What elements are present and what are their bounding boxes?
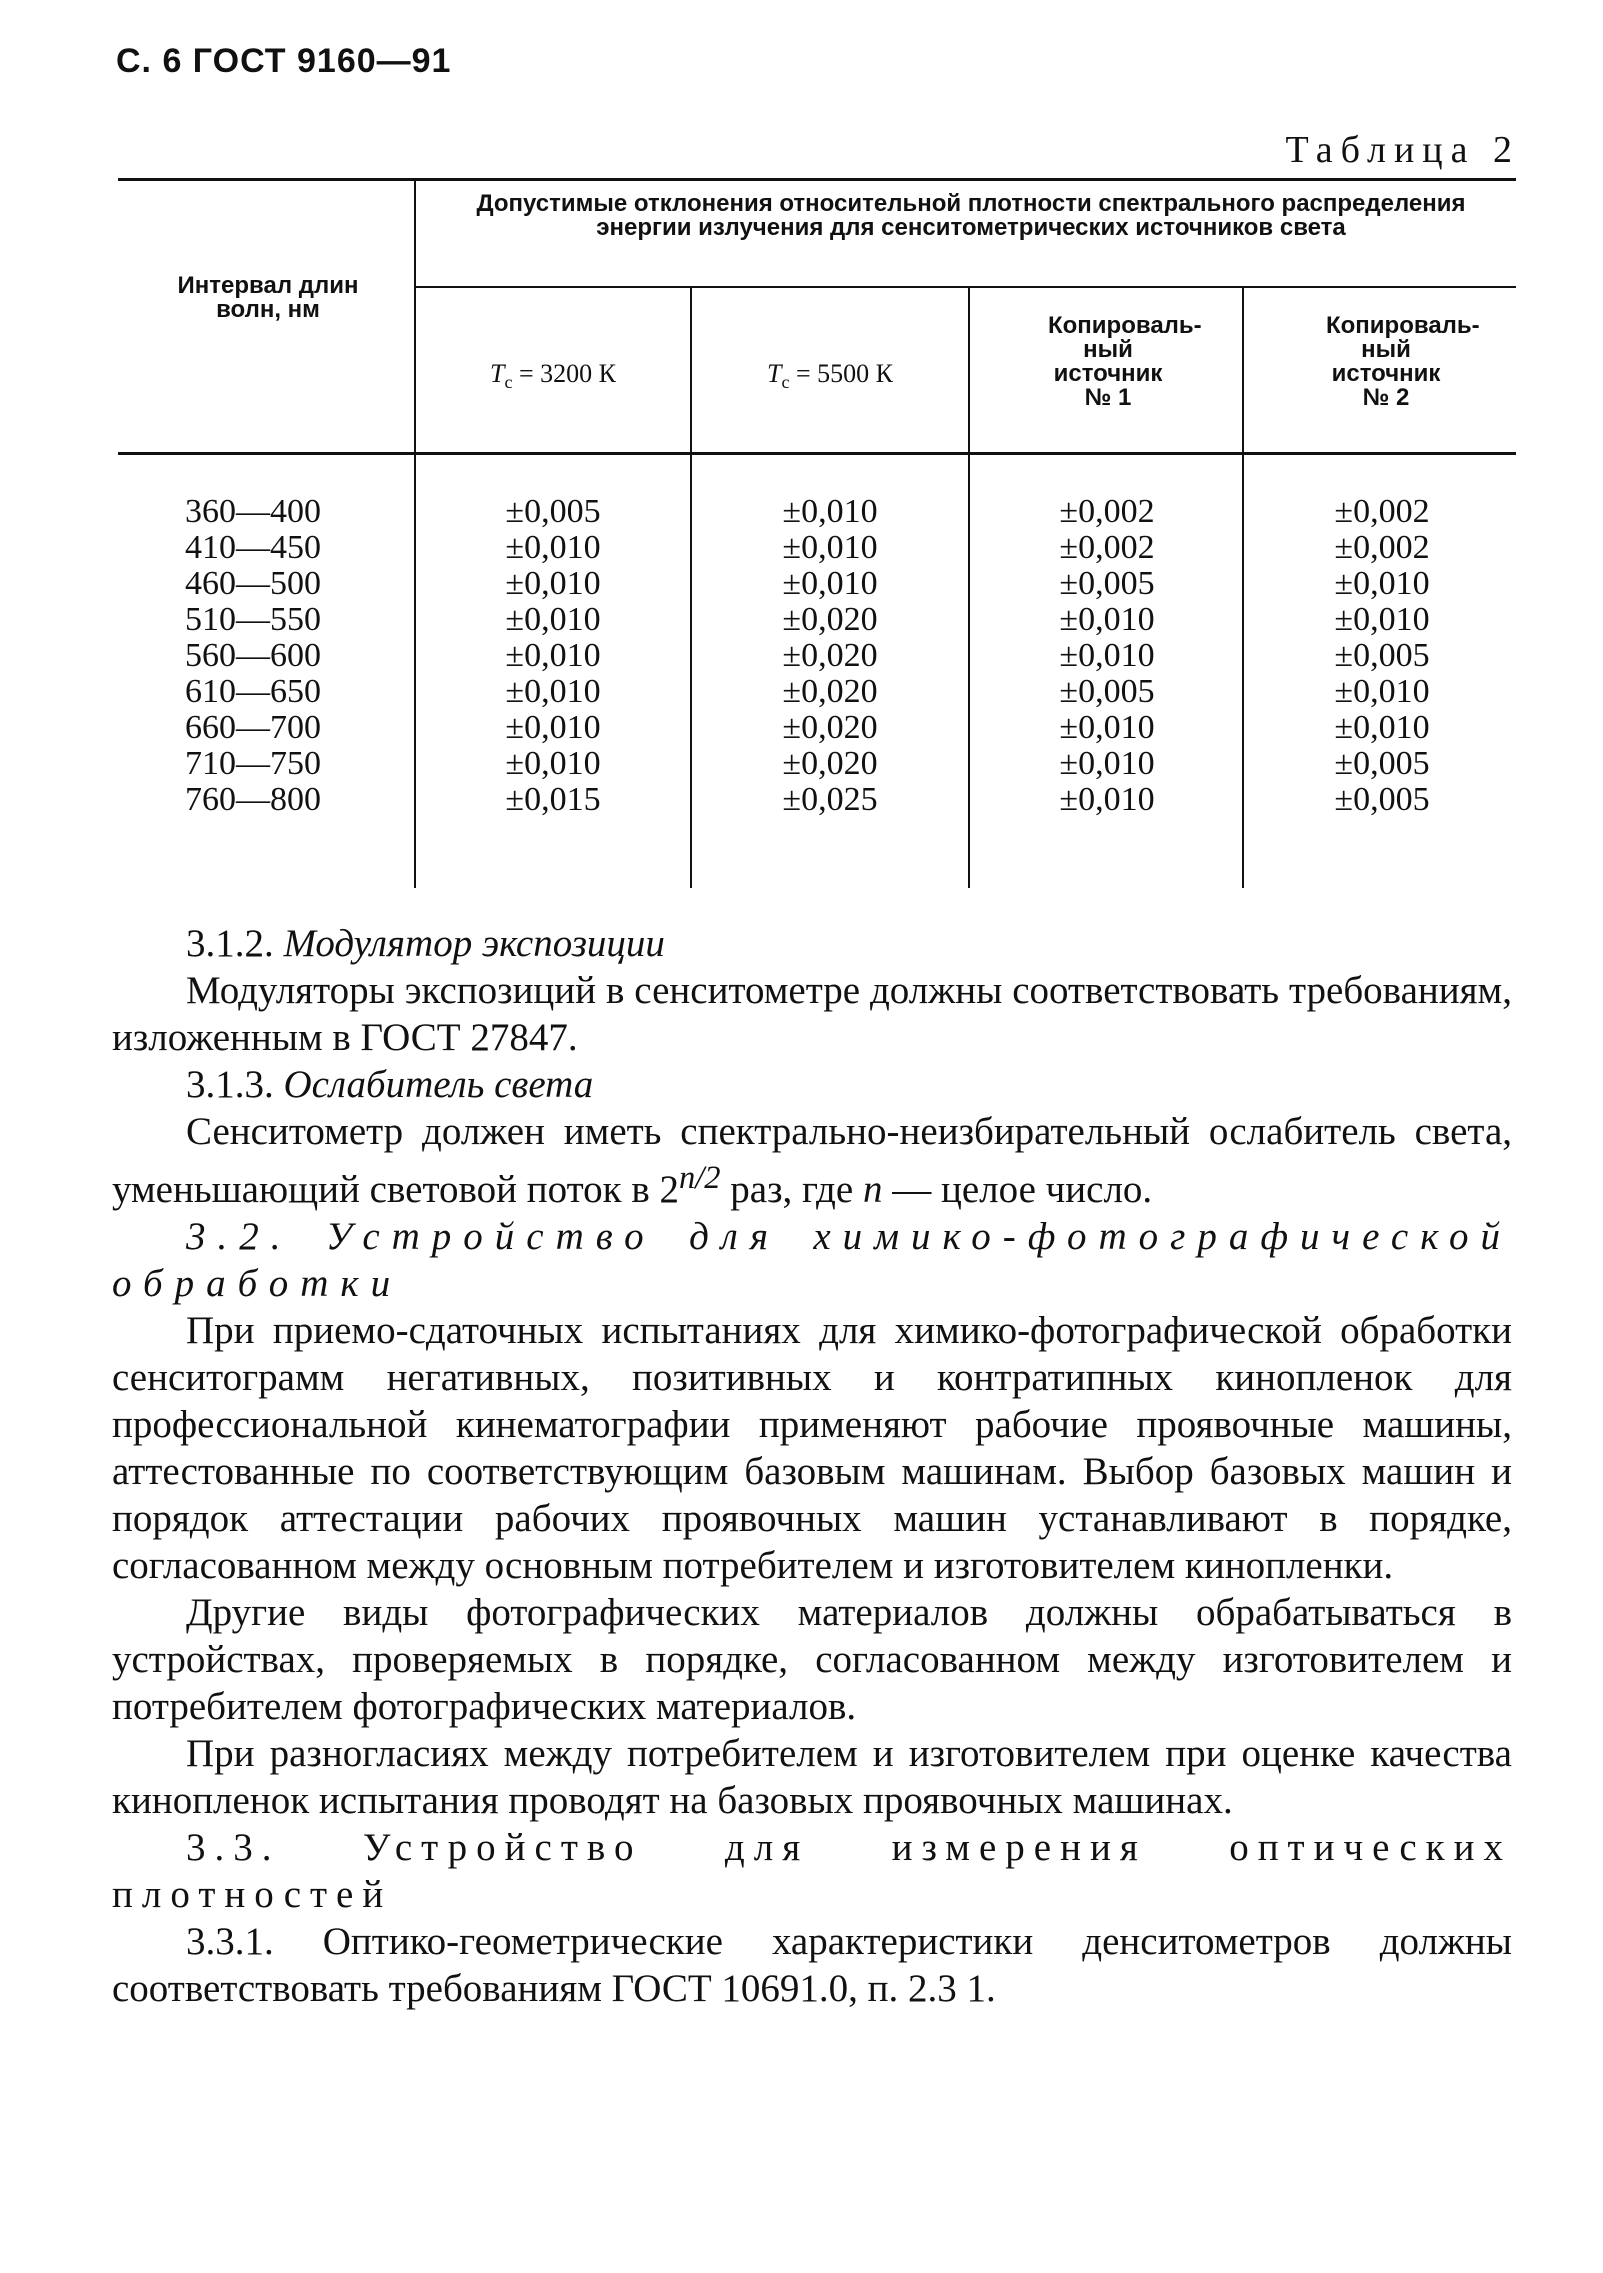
table-cell: ±0,005: [505, 493, 601, 530]
table-cell: ±0,005: [1059, 565, 1155, 602]
table-cell: ±0,002: [1059, 493, 1155, 530]
table-cell: ±0,015: [505, 781, 601, 818]
table-vline-1: [414, 178, 416, 888]
interval-column: [128, 494, 378, 818]
section-3-2-heading: 3.2. Устройство для химико-фотографической обработки: [112, 1215, 1512, 1305]
table-cell: ±0,010: [1059, 637, 1155, 674]
col-header-source-2: Копироваль-ный источник № 2: [1326, 312, 1480, 411]
table-cell: ±0,010: [1059, 601, 1155, 638]
table-cell: ±0,020: [782, 637, 878, 674]
table-cell: ±0,020: [782, 673, 878, 710]
table-cell: ±0,010: [505, 745, 601, 782]
section-3-2-paragraph-3: При разногласиях между потребителем и изготовителем при оценке качества кинопленок испытания проводят на базовых проявочных машинах.: [112, 1732, 1512, 1822]
section-title: Модулятор экспозиции: [283, 922, 665, 965]
paragraph-text: раз, где: [720, 1168, 863, 1211]
table-cell: ±0,010: [505, 637, 601, 674]
table-cell: 610—650: [185, 673, 321, 710]
table-cell: ±0,010: [782, 493, 878, 530]
column-5500: [694, 494, 966, 818]
col-header-5500-rest: = 5500 К: [789, 359, 893, 388]
section-3-1-3-paragraph: [112, 1108, 1512, 1213]
table-cell: ±0,010: [505, 673, 601, 710]
deviation-table: [118, 178, 1516, 888]
table-cell: ±0,020: [782, 745, 878, 782]
section-3-3-heading: 3.3. Устройство для измерения оптических плотностей: [112, 1826, 1512, 1916]
table-cell: ±0,010: [1059, 709, 1155, 746]
table-cell: 510—550: [185, 601, 321, 638]
table-cell: ±0,005: [1059, 673, 1155, 710]
section-3-3-1-paragraph: 3.3.1. Оптико-геометрические характеристики денситометров должны соответствовать требованиям ГОСТ 10691.0, п. 2.3 1.: [112, 1920, 1512, 2010]
table-vline-4: [1242, 286, 1244, 888]
exponent: n/2: [679, 1160, 721, 1196]
section-3-1-3-heading: [112, 1061, 1512, 1108]
col-header-3200-sub: c: [504, 372, 513, 393]
table-cell: ±0,010: [1334, 601, 1430, 638]
table-cell: 710—750: [185, 745, 321, 782]
section-number: 3.1.2.: [186, 922, 274, 965]
col-header-5500: [694, 360, 966, 396]
paragraph-text: — целое число.: [882, 1168, 1153, 1211]
table-cell: 460—500: [185, 565, 321, 602]
table-cell: ±0,010: [505, 709, 601, 746]
table-cell: ±0,002: [1334, 529, 1430, 566]
paragraph-text: Сенситометр должен иметь спектрально-неизбирательный ослабитель света, уменьшающий световой поток в 2: [112, 1110, 1512, 1211]
table-cell: ±0,010: [782, 529, 878, 566]
table-cell: 760—800: [185, 781, 321, 818]
table-caption: Таблица 2: [1285, 129, 1520, 171]
page-header: С. 6 ГОСТ 9160—91: [116, 42, 452, 80]
section-3-1-2-heading: [112, 920, 1512, 967]
section-title: Ослабитель света: [283, 1063, 594, 1106]
table-cell: ±0,005: [1334, 781, 1430, 818]
interval-column-header: Интервал длин волн, нм: [177, 272, 359, 323]
column-3200: [418, 494, 688, 818]
table-cell: ±0,010: [1334, 673, 1430, 710]
col-header-3200-rest: = 3200 К: [512, 359, 616, 388]
column-source-2: [1248, 494, 1516, 818]
section-3-2-paragraph-2: Другие виды фотографических материалов должны обрабатываться в устройствах, проверяемых в порядке, согласованном между изготовителем и потребителем фотографических материалов.: [112, 1591, 1512, 1728]
table-cell: 560—600: [185, 637, 321, 674]
col-header-5500-t: T: [767, 359, 782, 388]
table-vline-3: [968, 286, 970, 888]
table-vline-2: [690, 286, 692, 888]
table-cell: ±0,010: [1334, 565, 1430, 602]
table-group-rule: [416, 286, 1516, 288]
table-cell: ±0,010: [1059, 745, 1155, 782]
section-3-2-paragraph-1: При приемо-сдаточных испытаниях для химико-фотографической обработки сенситограмм негативных, позитивных и контратипных кинопленок для профессиональной кинематографии применяют рабочие проявочные машины, аттестованные по соответствующим базовым машинам. Выбор базовых машин и порядок аттестации рабочих проявочных машин устанавливают в порядке, согласованном между основным потребителем и изготовителем кинопленки.: [112, 1309, 1512, 1587]
table-cell: ±0,010: [505, 601, 601, 638]
table-cell: ±0,005: [1334, 745, 1430, 782]
variable-n: n: [862, 1168, 883, 1211]
col-header-5500-sub: c: [781, 372, 790, 393]
table-header-rule: [118, 452, 1516, 455]
table-cell: 360—400: [185, 493, 321, 530]
col-header-source-1: Копироваль-ный источник № 1: [1048, 312, 1202, 411]
table-cell: ±0,010: [1059, 781, 1155, 818]
table-cell: ±0,020: [782, 601, 878, 638]
table-cell: 660—700: [185, 709, 321, 746]
column-source-1: [972, 494, 1242, 818]
table-cell: ±0,010: [782, 565, 878, 602]
table-cell: ±0,010: [1334, 709, 1430, 746]
table-cell: ±0,020: [782, 709, 878, 746]
table-cell: ±0,002: [1059, 529, 1155, 566]
table-cell: ±0,002: [1334, 493, 1430, 530]
body-text: [112, 920, 1512, 2012]
group-column-header: Допустимые отклонения относительной плотности спектрального распределения энергии излучения для сенситометрических источников света: [476, 190, 1466, 241]
table-cell: ±0,010: [505, 565, 601, 602]
table-cell: 410—450: [185, 529, 321, 566]
section-number: 3.1.3.: [186, 1063, 274, 1106]
table-cell: ±0,025: [782, 781, 878, 818]
section-3-1-2-paragraph: Модуляторы экспозиций в сенситометре должны соответствовать требованиям, изложенным в ГОСТ 27847.: [112, 969, 1512, 1059]
table-cell: ±0,005: [1334, 637, 1430, 674]
table-top-rule: [118, 178, 1516, 181]
table-cell: ±0,010: [505, 529, 601, 566]
col-header-3200: [418, 360, 688, 396]
col-header-3200-t: T: [490, 359, 505, 388]
